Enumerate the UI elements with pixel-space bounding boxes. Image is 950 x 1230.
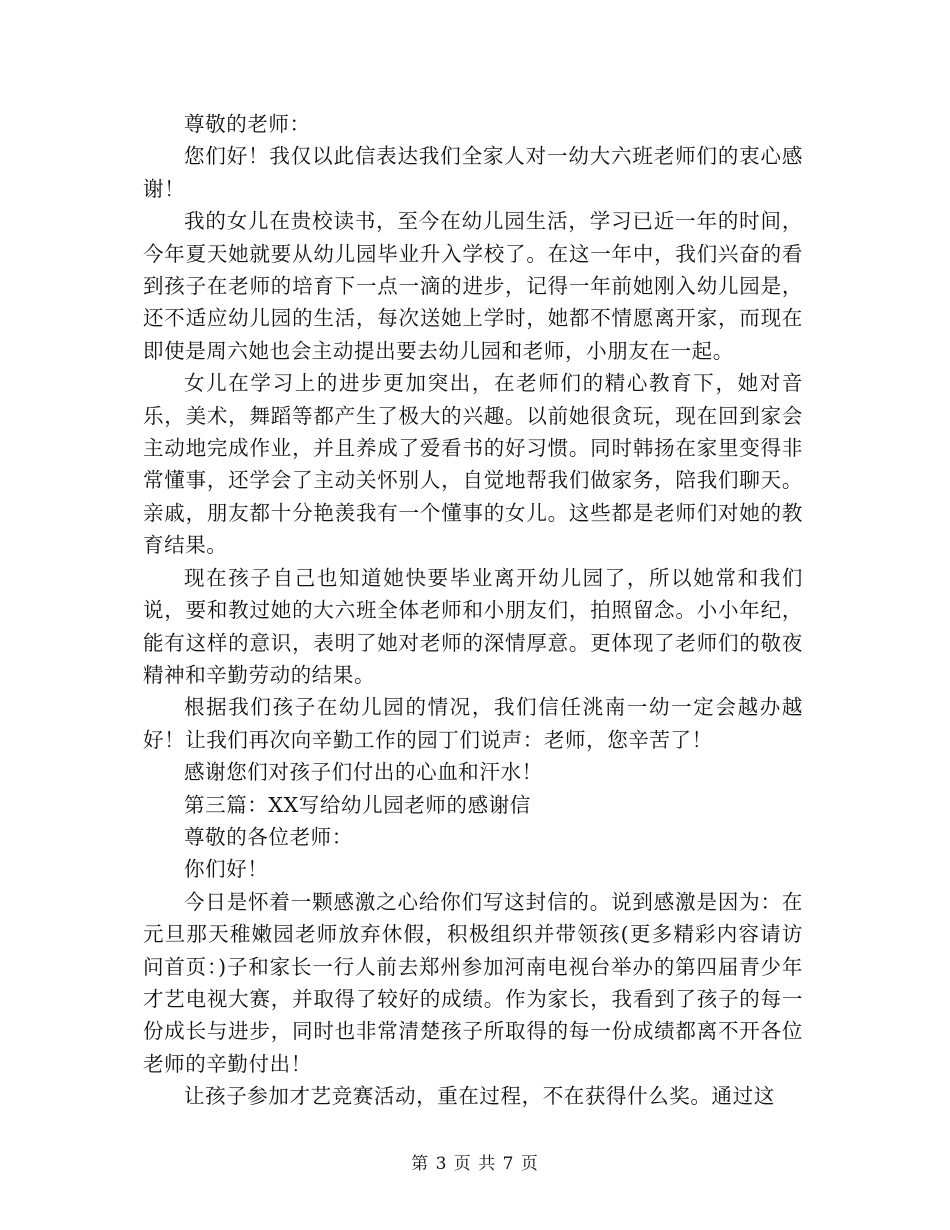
paragraph: 女儿在学习上的进步更加突出，在老师们的精心教育下，她对音乐，美术，舞蹈等都产生了极大的兴趣。以前她很贪玩，现在回到家会主动地完成作业，并且养成了爱看书的好习惯。同时韩扬在家里变得非常懂事，还学会了主动关怀别人，自觉地帮我们做家务，陪我们聊天。亲戚，朋友都十分艳羡我有一个懂事的女儿。这些都是老师们对她的教育结果。	[143, 371, 803, 558]
salutation: 尊敬的老师：	[184, 112, 311, 136]
paragraph: 感谢您们对孩子们付出的心血和汗水！	[184, 760, 543, 785]
paragraph: 让孩子参加才艺竞赛活动，重在过程，不在获得什么奖。通过这	[184, 1084, 775, 1109]
paragraph: 您们好！我仅以此信表达我们全家人对一幼大六班老师们的衷心感谢！	[143, 144, 803, 201]
salutation: 尊敬的各位老师：	[184, 824, 353, 849]
paragraph: 根据我们孩子在幼儿园的情况，我们信任洮南一幼一定会越办越好！让我们再次向辛勤工作的园丁们说声：老师，您辛苦了！	[143, 695, 803, 752]
greeting: 你们好！	[184, 857, 269, 882]
paragraph: 现在孩子自己也知道她快要毕业离开幼儿园了，所以她常和我们说，要和教过她的大六班全体老师和小朋友们，拍照留念。小小年纪，能有这样的意识，表明了她对老师的深情厚意。更体现了老师们的敬夜精神和辛勤劳动的结果。	[143, 565, 803, 687]
page-number-footer: 第 3 页 共 7 页	[411, 1154, 539, 1174]
paragraph: 今日是怀着一颗感激之心给你们写这封信的。说到感激是因为：在元旦那天稚嫩园老师放弃休假，积极组织并带领孩(更多精彩内容请访问首页：)子和家长一行人前去郑州参加河南电视台举办的第四届青少年才艺电视大赛，并取得了较好的成绩。作为家长，我看到了孩子的每一份成长与进步，同时也非常清楚孩子所取得的每一份成绩都离不开各位老师的辛勤付出！	[143, 889, 803, 1076]
letter-body	[143, 108, 803, 1113]
paragraph: 我的女儿在贵校读书，至今在幼儿园生活，学习已近一年的时间，今年夏天她就要从幼儿园毕业升入学校了。在这一年中，我们兴奋的看到孩子在老师的培育下一点一滴的进步，记得一年前她刚入幼儿园是，还不适应幼儿园的生活，每次送她上学时，她都不情愿离开家，而现在即使是周六她也会主动提出要去幼儿园和老师，小朋友在一起。	[143, 209, 803, 363]
section-heading: 第三篇：XX写给幼儿园老师的感谢信	[184, 792, 531, 817]
